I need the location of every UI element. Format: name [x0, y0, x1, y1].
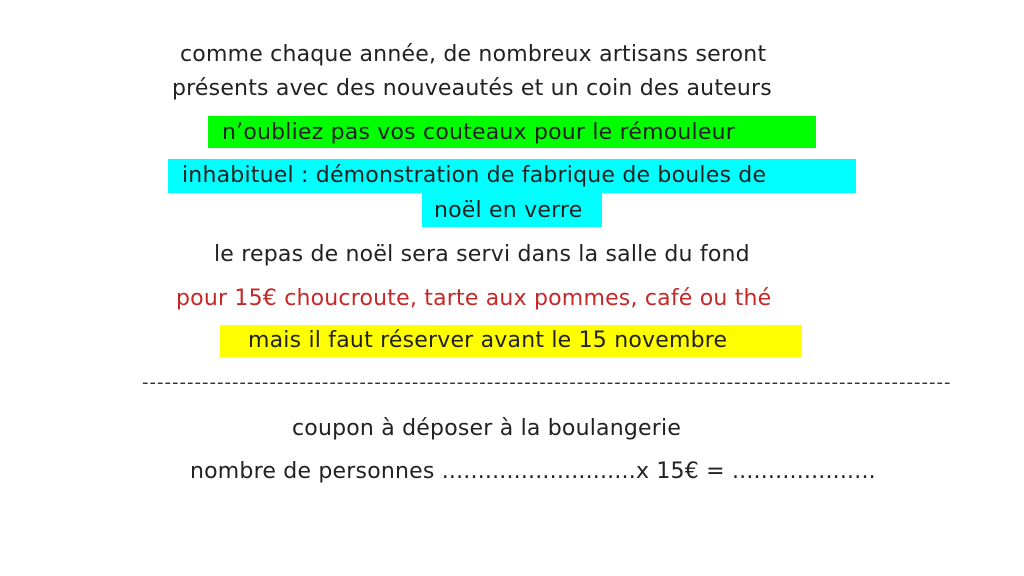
flyer-line-artisans: comme chaque année, de nombreux artisans seront [180, 42, 767, 67]
flyer-line-demonstration: inhabituel : démonstration de fabrique de boules de [182, 163, 767, 188]
cut-line-separator: ------------------------------------------------------------------------------------------------------------ [142, 372, 952, 393]
flyer-line-nouveautes: présents avec des nouveautés et un coin des auteurs [172, 76, 772, 101]
flyer-line-remouleur: n’oubliez pas vos couteaux pour le rémouleur [222, 120, 735, 145]
flyer-line-reservation: mais il faut réserver avant le 15 novembre [248, 328, 728, 353]
flyer-line-noel-verre: noël en verre [434, 198, 583, 223]
flyer-line-menu-price: pour 15€ choucroute, tarte aux pommes, café ou thé [176, 286, 772, 311]
coupon-title: coupon à déposer à la boulangerie [292, 416, 682, 441]
coupon-form-line: nombre de personnes ...........................x 15€ = .................... [190, 459, 876, 484]
flyer-line-repas: le repas de noël sera servi dans la salle du fond [214, 242, 750, 267]
